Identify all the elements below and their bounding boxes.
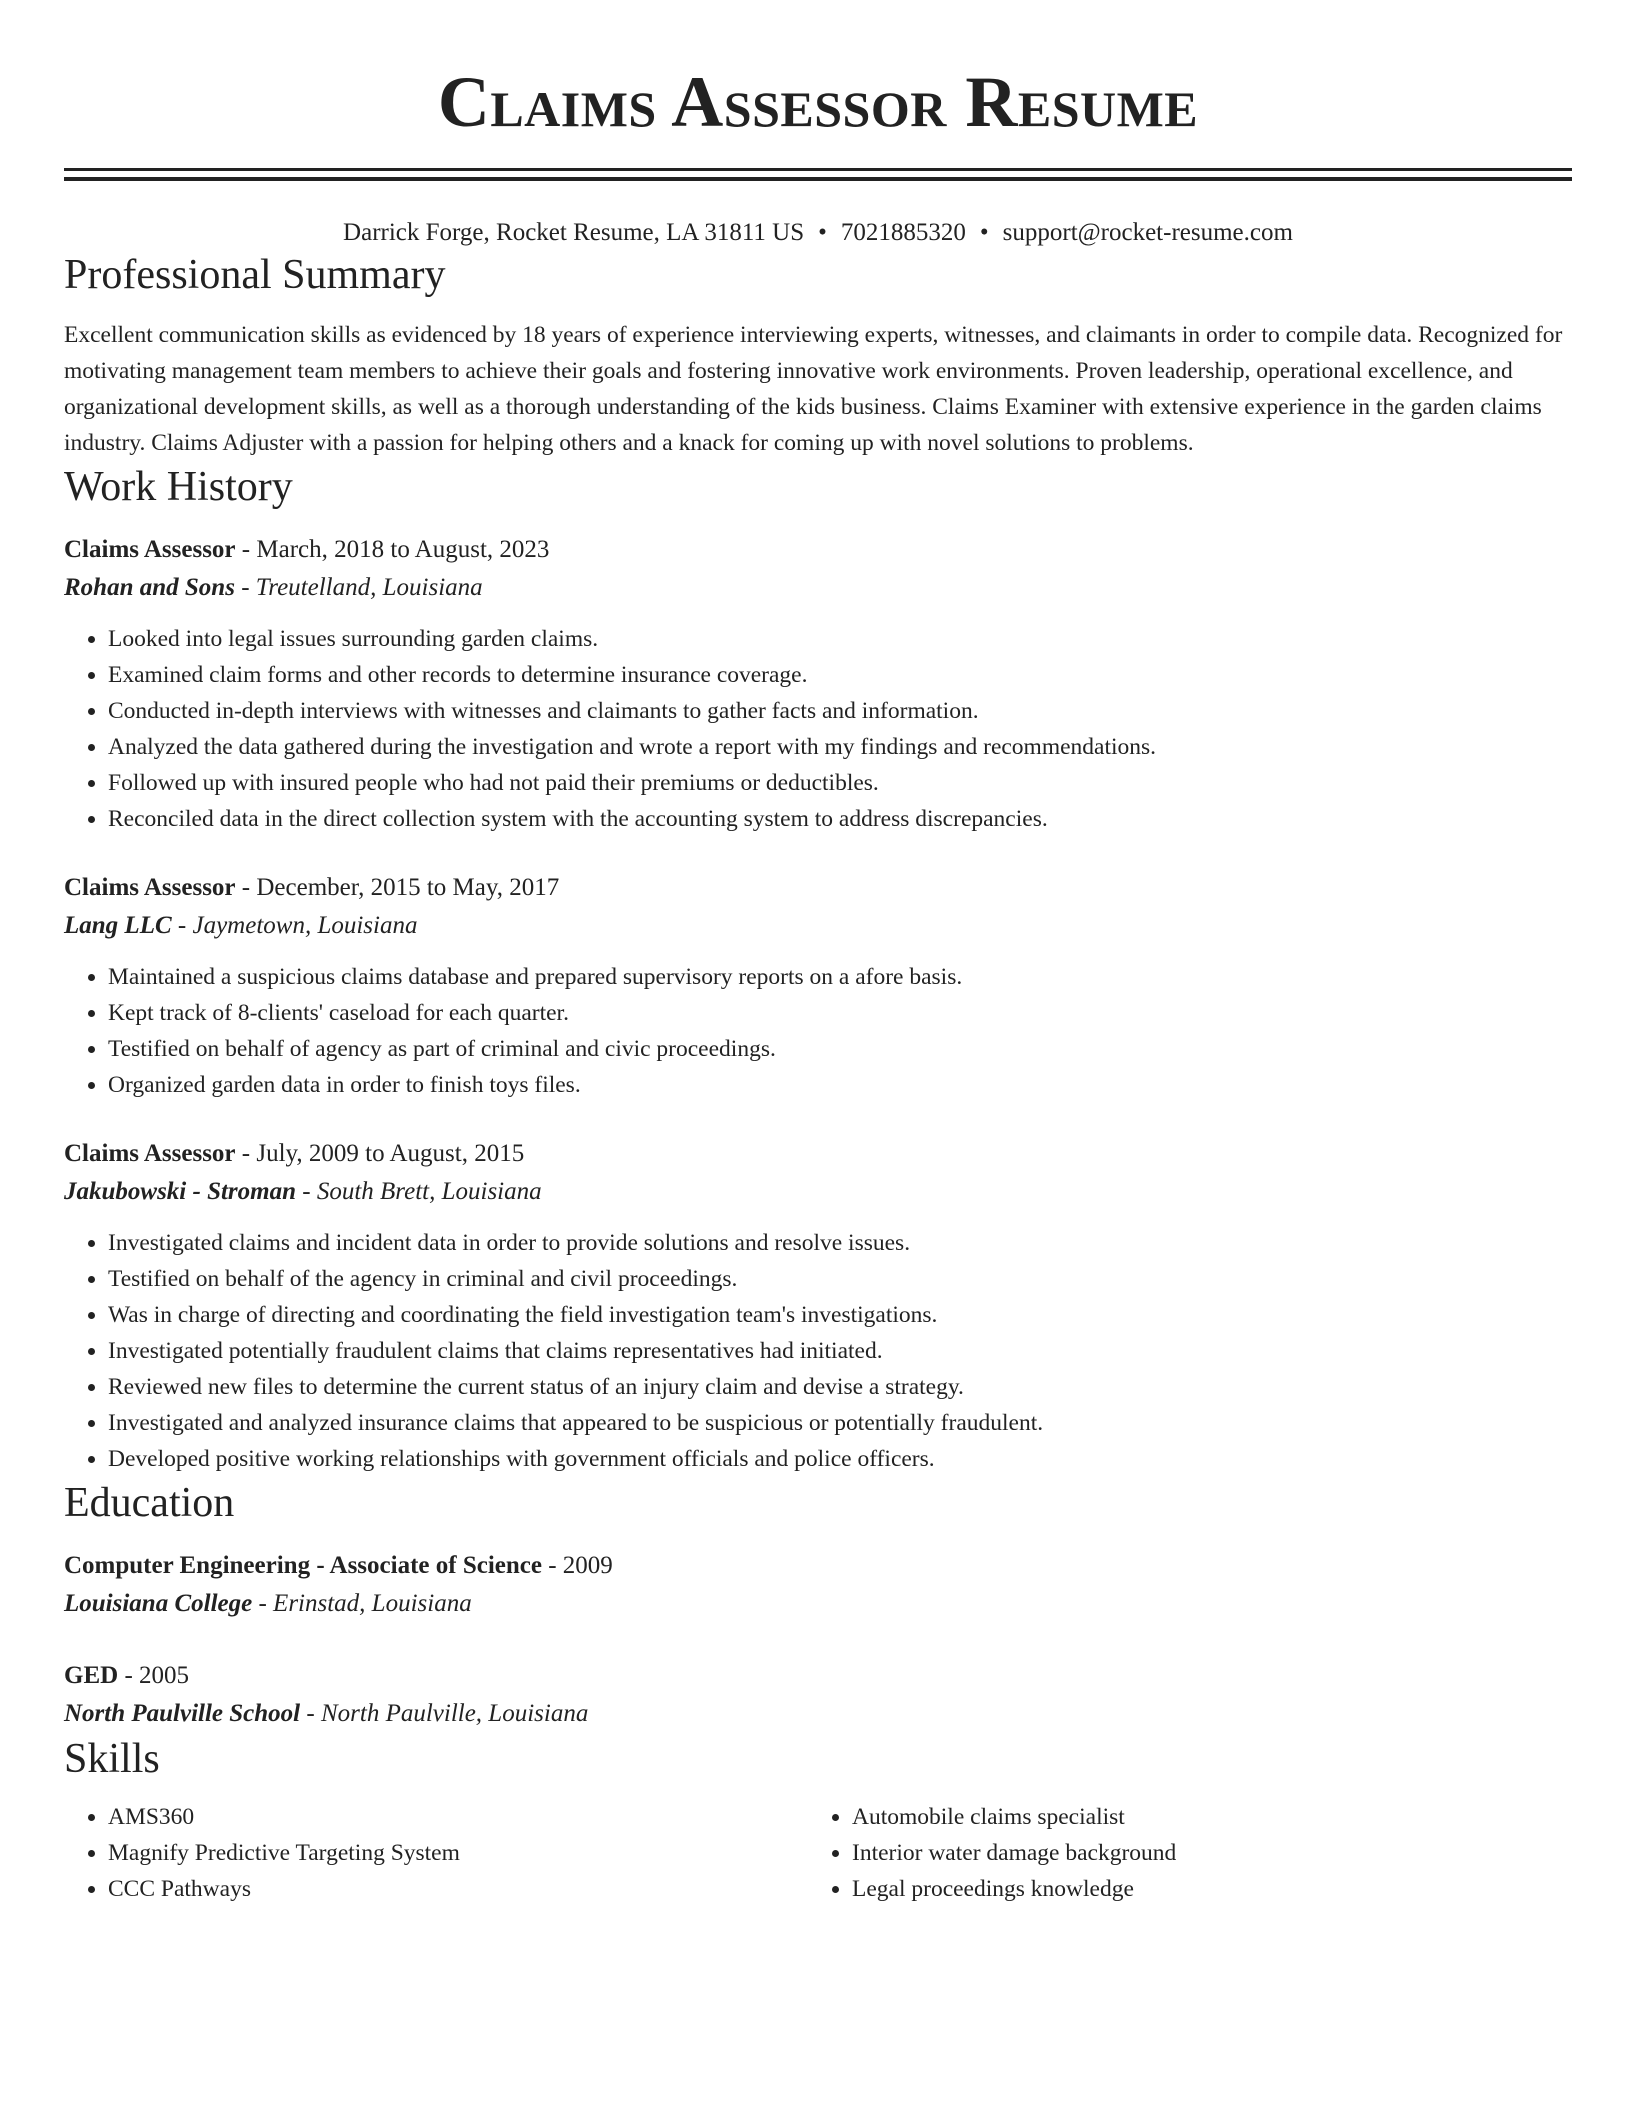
job-company-line: [64, 1173, 1572, 1211]
job-duty: • Kept track of 8-clients' caseload for each quarter.: [108, 995, 1572, 1031]
job-header: [64, 1135, 1572, 1173]
resume-title: Claims Assessor Resume: [437, 62, 1199, 142]
skill-item: • Legal proceedings knowledge: [852, 1871, 1552, 1907]
job-duties-list: [64, 959, 1572, 1103]
education-header: [64, 1547, 1572, 1585]
skill-item: • Automobile claims specialist: [852, 1799, 1552, 1835]
education-year: - 2005: [118, 1662, 190, 1689]
job-company: Rohan and Sons: [64, 574, 235, 601]
title-divider-bottom: [64, 177, 1572, 181]
skill-item: • Magnify Predictive Targeting System: [108, 1835, 808, 1871]
job-duty: • Investigated and analyzed insurance claims that appeared to be suspicious or potentially fraudulent.: [108, 1405, 1572, 1441]
job-duty: • Examined claim forms and other records to determine insurance coverage.: [108, 657, 1572, 693]
job-location: - South Brett, Louisiana: [296, 1178, 542, 1205]
job-duty: • Conducted in-depth interviews with witnesses and claimants to gather facts and information.: [108, 693, 1572, 729]
job-location: - Jaymetown, Louisiana: [171, 912, 418, 939]
job-duty: • Testified on behalf of agency as part of criminal and civic proceedings.: [108, 1031, 1572, 1067]
job-duty: • Looked into legal issues surrounding garden claims.: [108, 621, 1572, 657]
education-location: - Erinstad, Louisiana: [252, 1590, 472, 1617]
resume-page: [64, 0, 1572, 1907]
job-duty: • Was in charge of directing and coordinating the field investigation team's investigations.: [108, 1297, 1572, 1333]
summary-heading: Professional Summary: [64, 252, 446, 298]
skill-item: • CCC Pathways: [108, 1871, 808, 1907]
education-school: North Paulville School: [64, 1700, 301, 1727]
contact-email: support@rocket-resume.com: [1002, 219, 1293, 246]
job-duty: • Reviewed new files to determine the current status of an injury claim and devise a strategy.: [108, 1369, 1572, 1405]
job-header: [64, 531, 1572, 569]
job-company-line: [64, 907, 1572, 945]
job-duties-list: [64, 1225, 1572, 1477]
education-year: - 2009: [541, 1552, 613, 1579]
education-entry: [64, 1657, 1572, 1733]
job-duty: • Developed positive working relationships with government officials and police officers.: [108, 1441, 1572, 1477]
skills-column-left: [64, 1799, 808, 1907]
contact-separator: •: [818, 219, 827, 246]
job-duty: • Investigated potentially fraudulent claims that claims representatives had initiated.: [108, 1333, 1572, 1369]
job-company-line: [64, 569, 1572, 607]
job-dates: - March, 2018 to August, 2023: [235, 536, 550, 563]
education-school-line: [64, 1695, 1572, 1733]
job-duty: • Analyzed the data gathered during the investigation and wrote a report with my findings and recommendations.: [108, 729, 1572, 765]
education-header: [64, 1657, 1572, 1695]
job-duty: • Testified on behalf of the agency in criminal and civil proceedings.: [108, 1261, 1572, 1297]
education-heading: Education: [64, 1480, 235, 1526]
education-school-line: [64, 1585, 1572, 1623]
skills-grid: [64, 1799, 1572, 1907]
job-dates: - December, 2015 to May, 2017: [235, 874, 560, 901]
contact-phone: 7021885320: [840, 219, 966, 246]
summary-text: Excellent communication skills as evidenced by 18 years of experience interviewing experts, witnesses, and claimants in order to compile data. Recognized for motivating management team members to achieve their goals and fostering innovative work environments. Proven leadership, operational excellence, and organizational development skills, as well as a thorough understanding of the kids business. Claims Examiner with extensive experience in the garden claims industry. Claims Adjuster with a passion for helping others and a knack for coming up with novel solutions to problems.: [64, 322, 1563, 456]
job-title: Claims Assessor: [64, 536, 236, 563]
contact-address: Darrick Forge, Rocket Resume, LA 31811 US: [343, 219, 805, 246]
job-duty: • Investigated claims and incident data in order to provide solutions and resolve issues.: [108, 1225, 1572, 1261]
education-degree: Computer Engineering - Associate of Science: [64, 1552, 542, 1579]
contact-separator: •: [979, 219, 989, 246]
job-duty: • Reconciled data in the direct collection system with the accounting system to address discrepancies.: [108, 801, 1572, 837]
skills-heading: Skills: [64, 1736, 160, 1782]
job-duty: • Maintained a suspicious claims database and prepared supervisory reports on a afore basis.: [108, 959, 1572, 995]
job-dates: - July, 2009 to August, 2015: [235, 1140, 525, 1167]
work-history-heading: Work History: [64, 464, 293, 510]
job-duty: • Followed up with insured people who had not paid their premiums or deductibles.: [108, 765, 1572, 801]
education-entry: [64, 1547, 1572, 1623]
job-entry: [64, 869, 1572, 1103]
job-title: Claims Assessor: [64, 1140, 236, 1167]
job-duty: • Organized garden data in order to finish toys files.: [108, 1067, 1572, 1103]
job-company: Jakubowski - Stroman: [64, 1178, 297, 1205]
job-duties-list: [64, 621, 1572, 837]
contact-line: [64, 217, 1572, 249]
job-title: Claims Assessor: [64, 874, 236, 901]
job-company: Lang LLC: [64, 912, 172, 939]
skill-item: • AMS360: [108, 1799, 808, 1835]
education-degree: GED: [64, 1662, 119, 1689]
job-entry: [64, 531, 1572, 837]
job-entry: [64, 1135, 1572, 1477]
job-location: - Treutelland, Louisiana: [234, 574, 483, 601]
title-divider-top: [64, 168, 1572, 171]
education-location: - North Paulville, Louisiana: [300, 1700, 589, 1727]
job-header: [64, 869, 1572, 907]
education-school: Louisiana College: [64, 1590, 253, 1617]
skill-item: • Interior water damage background: [852, 1835, 1552, 1871]
skills-column-right: [808, 1799, 1552, 1907]
